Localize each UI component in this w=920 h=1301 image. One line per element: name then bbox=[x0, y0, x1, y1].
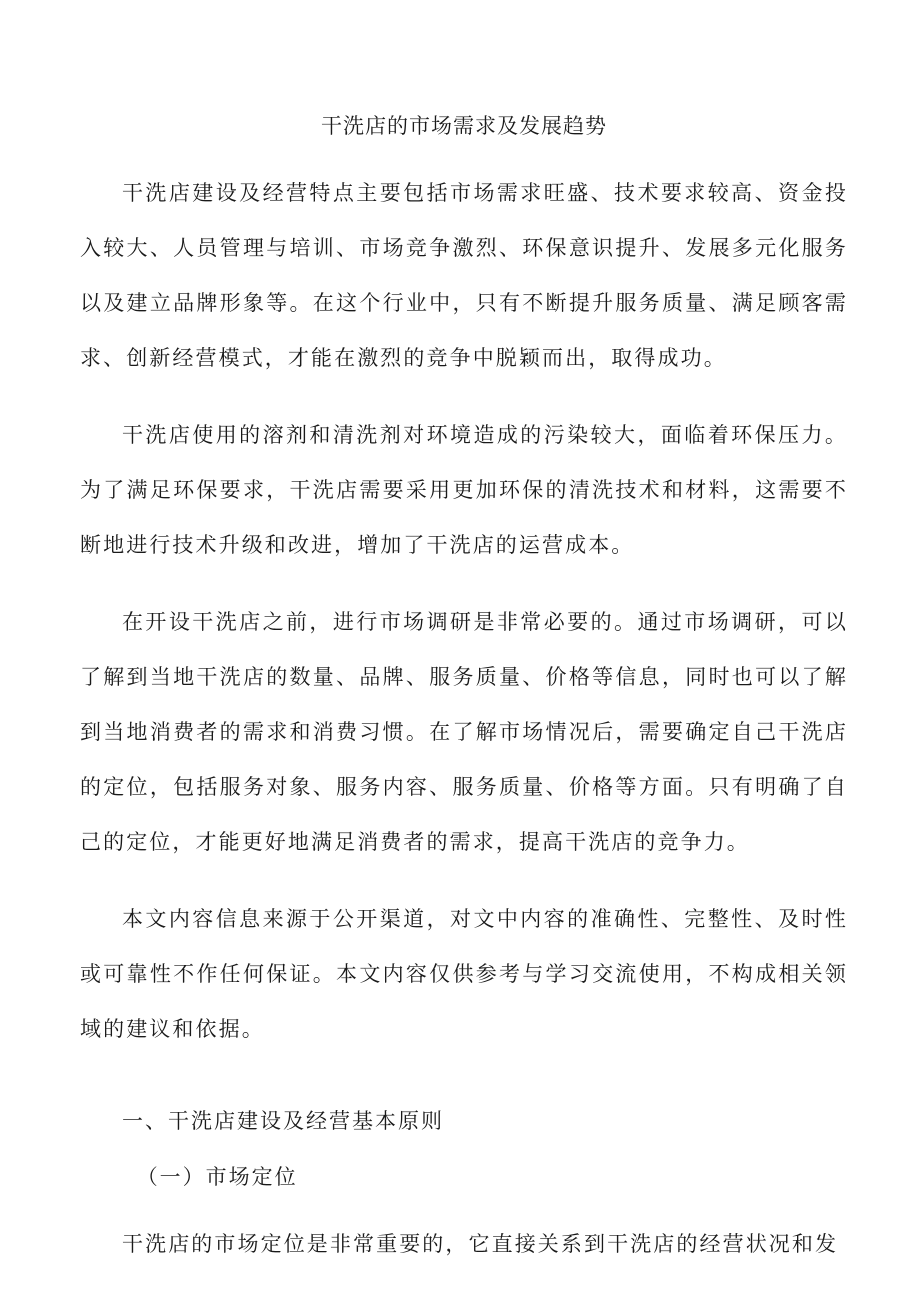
paragraph-market-research: 在开设干洗店之前，进行市场调研是非常必要的。通过市场调研，可以了解到当地干洗店的数量、品牌、服务质量、价格等信息，同时也可以了解到当地消费者的需求和消费习惯。在了解市场情况后，需要确定自己干洗店的定位，包括服务对象、服务内容、服务质量、价格等方面。只有明确了自己的定位，才能更好地满足消费者的需求，提高干洗店的竞争力。 bbox=[80, 610, 848, 854]
sub-heading: （一）市场定位 bbox=[136, 1165, 298, 1189]
page-title: 干洗店的市场需求及发展趋势 bbox=[321, 114, 607, 138]
paragraph-market-positioning: 干洗店的市场定位是非常重要的，它直接关系到干洗店的经营状况和发 bbox=[122, 1232, 839, 1256]
paragraph-environment: 干洗店使用的溶剂和清洗剂对环境造成的污染较大，面临着环保压力。为了满足环保要求，干洗店需要采用更加环保的清洗技术和材料，这需要不断地进行技术升级和改进，增加了干洗店的运营成本。 bbox=[80, 423, 848, 557]
section-heading: 一、干洗店建设及经营基本原则 bbox=[122, 1109, 444, 1133]
paragraph-overview: 干洗店建设及经营特点主要包括市场需求旺盛、技术要求较高、资金投入较大、人员管理与培训、市场竞争激烈、环保意识提升、发展多元化服务以及建立品牌形象等。在这个行业中，只有不断提升服务质量、满足顾客需求、创新经营模式，才能在激烈的竞争中脱颖而出，取得成功。 bbox=[80, 181, 848, 370]
paragraph-disclaimer: 本文内容信息来源于公开渠道，对文中内容的准确性、完整性、及时性或可靠性不作任何保证。本文内容仅供参考与学习交流使用，不构成相关领域的建议和依据。 bbox=[80, 907, 848, 1041]
